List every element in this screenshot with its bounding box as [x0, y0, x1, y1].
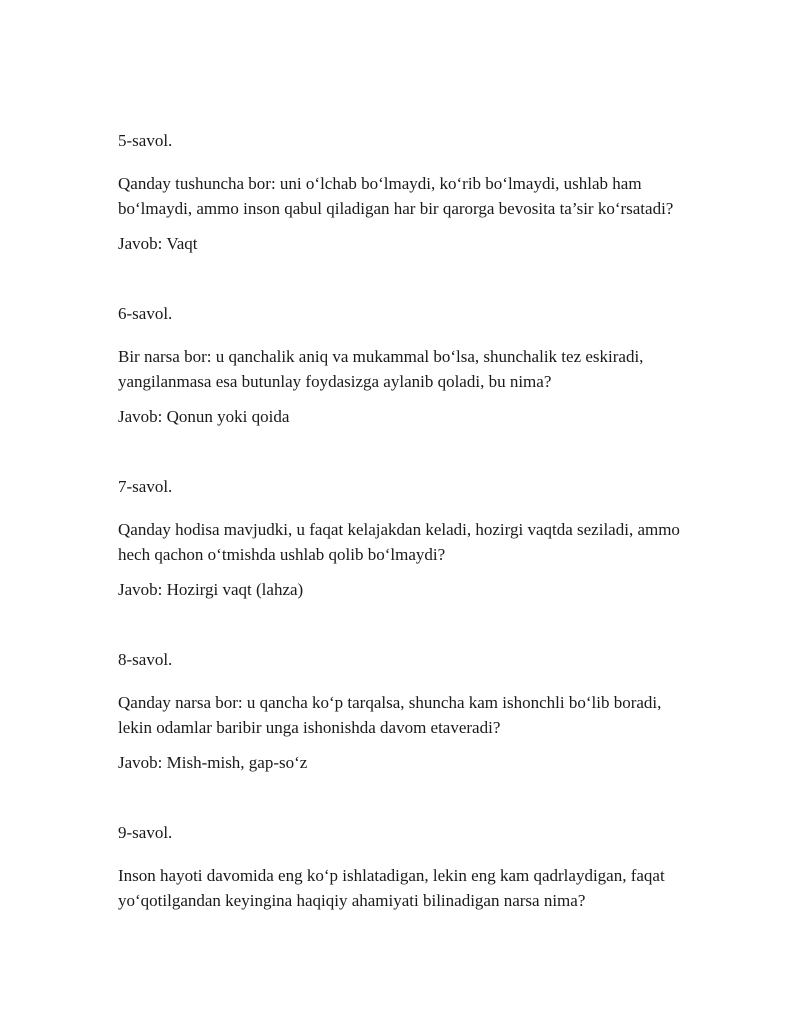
- question-text: Qanday hodisa mavjudki, u faqat kelajakdan keladi, hozirgi vaqtda seziladi, ammo hech qachon o‘tmishda ushlab qolib bo‘lmaydi?: [118, 520, 680, 564]
- question-number: 5-savol.: [118, 131, 173, 150]
- question-text: Bir narsa bor: u qanchalik aniq va mukammal bo‘lsa, shunchalik tez eskiradi, yangilanmasa esa butunlay foydasizga aylanib qoladi, bu nima?: [118, 347, 644, 391]
- question-text: Qanday tushuncha bor: uni o‘lchab bo‘lmaydi, ko‘rib bo‘lmaydi, ushlab ham bo‘lmaydi, ammo inson qabul qiladigan har bir qarorga bevosita ta’sir ko‘rsatadi?: [118, 174, 674, 218]
- question-text: Qanday narsa bor: u qancha ko‘p tarqalsa, shuncha kam ishonchli bo‘lib boradi, lekin odamlar baribir unga ishonishda davom etaveradi?: [118, 693, 662, 737]
- question-answer: Javob: Qonun yoki qoida: [118, 407, 290, 426]
- question-answer: Javob: Mish-mish, gap-so‘z: [118, 753, 308, 772]
- question-block-8: [118, 647, 698, 775]
- question-number: 7-savol.: [118, 477, 173, 496]
- question-block-9: [118, 820, 698, 913]
- question-block-6: [118, 301, 698, 429]
- question-number: 9-savol.: [118, 823, 173, 842]
- question-answer: Javob: Vaqt: [118, 234, 198, 253]
- document-page: [118, 128, 698, 958]
- question-text: Inson hayoti davomida eng ko‘p ishlatadigan, lekin eng kam qadrlaydigan, faqat yo‘qotilgandan keyingina haqiqiy ahamiyati bilinadigan narsa nima?: [118, 866, 665, 910]
- question-block-7: [118, 474, 698, 602]
- question-answer: Javob: Hozirgi vaqt (lahza): [118, 580, 304, 599]
- question-block-5: [118, 128, 698, 256]
- question-number: 6-savol.: [118, 304, 173, 323]
- question-number: 8-savol.: [118, 650, 173, 669]
